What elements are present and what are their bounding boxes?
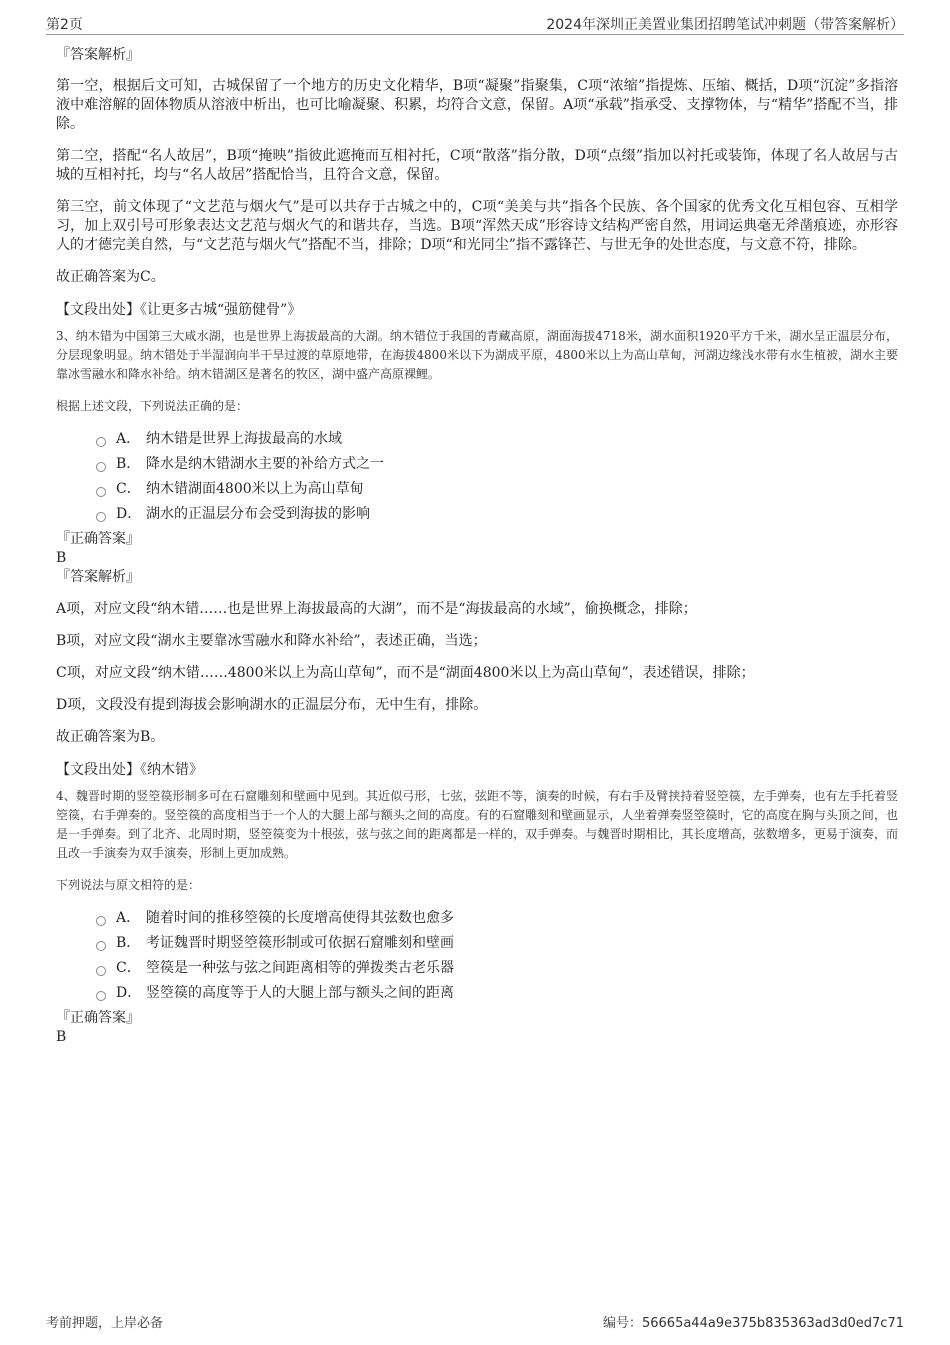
document-id: 编号：56665a44a9e375b835363ad3d0ed7c71 xyxy=(602,1316,904,1331)
answer-analysis-label: 『答案解析』 xyxy=(56,569,140,585)
question-passage: 4、魏晋时期的竖箜篌形制多可在石窟雕刻和壁画中见到。其近似弓形，七弦，弦距不等，演奏的时候，有右手及臂挟持着竖箜篌，左手弹奏，也有左手托着竖箜篌，右手弹奏的。竖箜篌的高度相当于一个人的大腿上部与额头之间的高度。有的石窟雕刻和壁画显示，人坐着弹奏竖箜篌时，它的高度在胸与头顶之间，也是一手弹奏。到了北齐、北周时期，竖箜篌变为十根弦，弦与弦之间的距离都是一样的，双手弹奏。与魏晋时期相比，其长度增高，弦数增多，更易于演奏，而且改一手演奏为双手演奏，形制上更加成熟。 xyxy=(56,789,898,860)
source-citation: 【文段出处】《让更多古城“强筋健骨”》 xyxy=(56,302,302,318)
radio-button[interactable] xyxy=(96,991,106,1001)
analysis-paragraph: 第二空，搭配“名人故居”，B项“掩映”指彼此遮掩而互相衬托，C项“散落”指分散，D项“点缀”指加以衬托或装饰，体现了名人故居与古城的互相衬托，均与“名人故居”搭配恰当，且符合文意，保留。 xyxy=(56,148,898,183)
option-b[interactable]: B． 降水是纳木错湖水主要的补给方式之一 xyxy=(96,455,898,480)
analysis-paragraph: 第三空，前文体现了“文艺范与烟火气”是可以共存于古城之中的，C项“美美与共”指各个民族、各个国家的优秀文化互相包容、互相学习，加上双引号可形象表达文艺范与烟火气的和谐共存，当选。B项“浑然天成”形容诗文结构严密自然，用词运典毫无斧凿痕迹，亦形容人的才德完美自然，与“文艺范与烟火气”搭配不当，排除；D项“和光同尘”指不露锋芒、与世无争的处世态度，与文意不符，排除。 xyxy=(56,199,898,253)
document-title: 2024年深圳正美置业集团招聘笔试冲刺题（带答案解析） xyxy=(546,17,904,33)
source-citation: 【文段出处】《纳木错》 xyxy=(56,762,203,778)
radio-button[interactable] xyxy=(96,941,106,951)
radio-button[interactable] xyxy=(96,462,106,472)
option-a[interactable]: A． 纳木错是世界上海拔最高的水域 xyxy=(96,430,898,455)
conclusion-text: 故正确答案为B。 xyxy=(56,729,165,745)
correct-answer-label: 『正确答案』 xyxy=(56,1010,140,1026)
option-b[interactable]: B． 考证魏晋时期竖箜篌形制或可依据石窟雕刻和壁画 xyxy=(96,934,898,959)
question-passage: 3、纳木错为中国第三大咸水湖，也是世界上海拔最高的大湖。纳木错位于我国的青藏高原，湖面海拔4718米，湖水面积1920平方千米，湖水呈正温层分布，分层现象明显。纳木错处于半湿润向半干旱过渡的草原地带，在海拔4800米以下为湖成平原，4800米以上为高山草甸，河湖边缘浅水带有水生植被，湖水主要靠冰雪融水和降水补给。纳木错湖区是著名的牧区，湖中盛产高原裸鲤。 xyxy=(56,329,898,381)
analysis-paragraph: A项，对应文段“纳木错……也是世界上海拔最高的大湖”，而不是“海拔最高的水域”，偷换概念，排除； xyxy=(56,601,697,617)
question-4 xyxy=(56,787,898,1047)
options-list xyxy=(56,909,898,1009)
analysis-paragraph: D项，文段没有提到海拔会影响湖水的正温层分布，无中生有，排除。 xyxy=(56,697,488,713)
page-header xyxy=(46,14,904,35)
option-d[interactable]: D． 湖水的正温层分布会受到海拔的影响 xyxy=(96,505,898,530)
analysis-paragraph: 第一空，根据后文可知，古城保留了一个地方的历史文化精华，B项“凝聚”指聚集，C项“浓缩”指提炼、压缩、概括，D项“沉淀”多指溶液中难溶解的固体物质从溶液中析出，也可比喻凝聚、积累，均符合文意，保留。A项“承载”指承受、支撑物体，与“精华”搭配不当，排除。 xyxy=(56,78,898,132)
options-list xyxy=(56,430,898,530)
question-prompt: 下列说法与原文相符的是： xyxy=(56,878,201,892)
footer-slogan: 考前押题，上岸必备 xyxy=(46,1316,164,1331)
q2-analysis xyxy=(56,46,898,320)
analysis-paragraph: C项，对应文段“纳木错……4800米以上为高山草甸”，而不是“湖面4800米以上为高山草甸”，表述错误，排除； xyxy=(56,665,755,681)
radio-button[interactable] xyxy=(96,437,106,447)
option-c[interactable]: C． 箜篌是一种弦与弦之间距离相等的弹拨类古老乐器 xyxy=(96,959,898,984)
conclusion-text: 故正确答案为C。 xyxy=(56,269,165,285)
radio-button[interactable] xyxy=(96,966,106,976)
analysis-paragraph: B项，对应文段“湖水主要靠冰雪融水和降水补给”，表述正确，当选； xyxy=(56,633,487,649)
radio-button[interactable] xyxy=(96,916,106,926)
option-c[interactable]: C． 纳木错湖面4800米以上为高山草甸 xyxy=(96,480,898,505)
page-content xyxy=(56,46,898,1047)
correct-answer-label: 『正确答案』 xyxy=(56,531,140,547)
page-number: 第2页 xyxy=(46,17,83,33)
option-d[interactable]: D． 竖箜篌的高度等于人的大腿上部与额头之间的距离 xyxy=(96,984,898,1009)
question-3 xyxy=(56,327,898,780)
question-prompt: 根据上述文段，下列说法正确的是： xyxy=(56,399,249,413)
radio-button[interactable] xyxy=(96,512,106,522)
answer-analysis-label: 『答案解析』 xyxy=(56,47,140,63)
correct-answer: B xyxy=(56,550,67,566)
radio-button[interactable] xyxy=(96,487,106,497)
option-a[interactable]: A． 随着时间的推移箜篌的长度增高使得其弦数也愈多 xyxy=(96,909,898,934)
correct-answer: B xyxy=(56,1029,67,1045)
